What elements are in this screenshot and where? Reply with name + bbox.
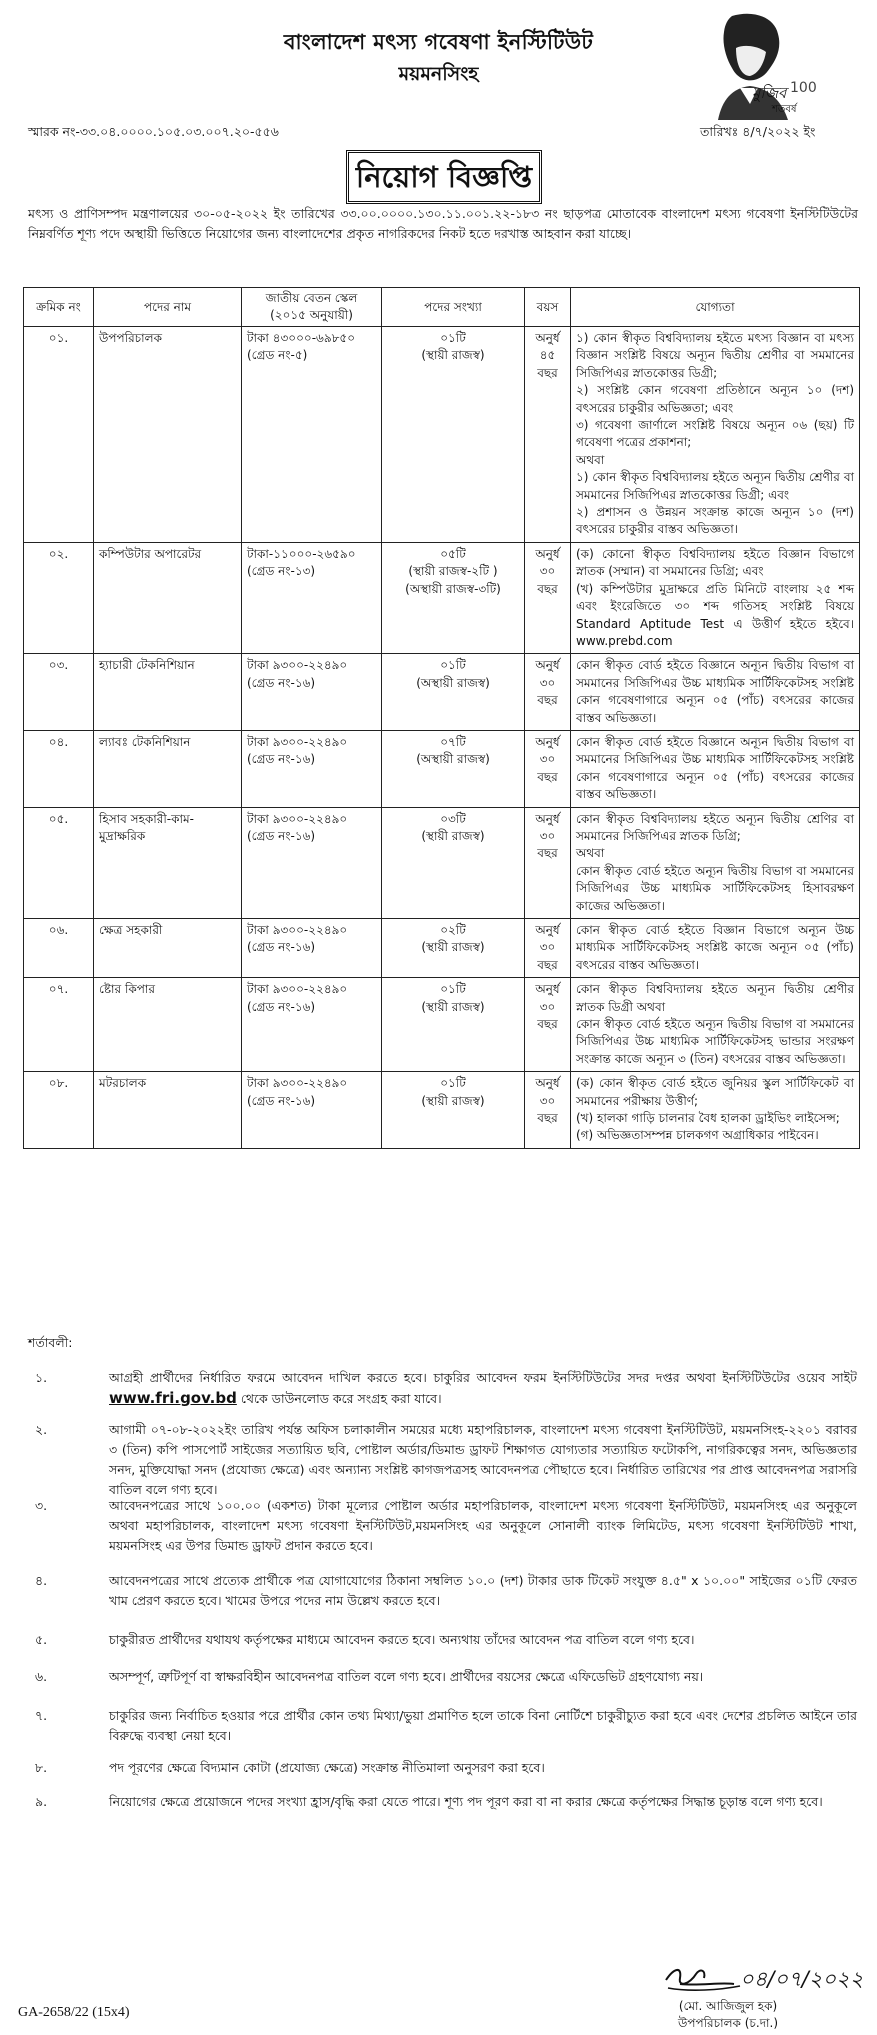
post-count: ০১টি bbox=[440, 1076, 466, 1091]
cell-post bbox=[94, 807, 242, 918]
header-count: পদের সংখ্যা bbox=[382, 288, 525, 327]
table-row bbox=[24, 807, 860, 918]
qualification-line: (ক) কোনো স্বীকৃত বিশ্ববিদ্যালয় হইতে বিজ্ঞান বিভাগে স্নাতক (সম্মান) বা সমমানের ডিগ্রি; এবং bbox=[576, 546, 854, 579]
cell-qualification bbox=[571, 978, 860, 1072]
qualification-line: ২) প্রশাসন ও উন্নয়ন সংক্রান্ত কাজে অন্যূন ১০ (দশ) বৎসরের চাকুরীর বাস্তব অভিজ্ঞতা। bbox=[576, 505, 854, 537]
cell-post bbox=[94, 654, 242, 731]
condition-text bbox=[109, 1630, 857, 1650]
pay-grade: (গ্রেড নং-১৩) bbox=[247, 564, 316, 579]
serial-number: ০৩. bbox=[48, 658, 69, 673]
serial-number: ০৬. bbox=[48, 923, 69, 937]
cell-post bbox=[94, 1072, 242, 1149]
svg-text:শতবর্ষ: শতবর্ষ bbox=[772, 104, 797, 115]
pay-grade: (গ্রেড নং-৫) bbox=[247, 348, 308, 363]
cell-serial bbox=[24, 730, 94, 807]
cell-qualification bbox=[571, 919, 860, 978]
table-row bbox=[24, 327, 860, 543]
post-count: ০১টি bbox=[440, 982, 466, 997]
pay-grade: (গ্রেড নং-১৬) bbox=[247, 940, 316, 955]
pay-scale: টাকা ৯৩০০-২২৪৯০ bbox=[247, 923, 348, 937]
cell-count bbox=[382, 1072, 525, 1149]
cell-count bbox=[382, 654, 525, 731]
mujib-centenary-logo bbox=[692, 8, 817, 120]
cell-post bbox=[94, 542, 242, 653]
cell-serial bbox=[24, 327, 94, 543]
cell-qualification bbox=[571, 730, 860, 807]
table-row bbox=[24, 978, 860, 1072]
post-count-note: (স্থায়ী রাজস্ব-২টি ) bbox=[408, 564, 498, 579]
condition-text-main: আগ্রহী প্রার্থীদের নির্ধারিত ফরমে আবেদন দাখিল করতে হবে। চাকুরির আবেদন ফরম ইনস্টিটিউটের সদর দপ্তর অথবা ইনস্টিটিউটের ওয়েব সাইট bbox=[109, 1370, 857, 1385]
cell-serial bbox=[24, 654, 94, 731]
condition-number: ৮. bbox=[35, 1760, 48, 1775]
cell-scale bbox=[242, 807, 382, 918]
cell-age bbox=[525, 1072, 571, 1149]
pay-scale: টাকা ৯৩০০-২২৪৯০ bbox=[247, 734, 348, 749]
post-name: ষ্টোর কিপার bbox=[99, 982, 156, 997]
post-count-note: (অস্থায়ী রাজস্ব) bbox=[416, 675, 490, 690]
signatory-designation: উপপরিচালক (চ.দা.) bbox=[677, 2016, 779, 2030]
post-count: ০১টি bbox=[440, 331, 466, 345]
condition-text bbox=[109, 1496, 857, 1556]
qualification-line: ১) কোন স্বীকৃত বিশ্ববিদ্যালয় হইতে মৎস্য বিজ্ঞান বা মৎস্য বিজ্ঞান সংশ্লিষ্ট বিষয়ে অন্যূন দ্বিতীয় শ্রেণীর বা সমমানের সিজিপিএর স্নাতকোত্তর ডিগ্রী; bbox=[576, 331, 854, 380]
condition-text bbox=[109, 1420, 857, 1500]
condition-text-main: নিয়োগের ক্ষেত্রে প্রয়োজনে পদের সংখ্যা হ্রাস/বৃদ্ধি করা যেতে পারে। শূণ্য পদ পূরণ করা বা না করার ক্ষেত্রে কর্তৃপক্ষের সিদ্ধান্ত চূড়ান্ত বলে গণ্য হবে। bbox=[109, 1794, 823, 1809]
signatory-name: (মো. আজিজুল হক) bbox=[678, 1999, 778, 2013]
age-limit: অনুর্ধ ৩০ বছর bbox=[535, 1076, 560, 1126]
serial-number: ০৭. bbox=[48, 982, 69, 997]
cell-scale bbox=[242, 327, 382, 543]
notice-date: তারিখঃ ৪/৭/২০২২ ইং bbox=[700, 124, 816, 139]
condition-text-main: আবেদনপত্রের সাথে প্রত্যেক প্রার্থীকে পত্র যোগাযোগের ঠিকানা সম্বলিত ১০.০ (দশ) টাকার ডাক টিকেট সংযুক্ত ৪.৫" x ১০.০০" সাইজের ০১টি ফেরত খাম প্রেরণ করতে হবে। খামের উপরে পদের নাম উল্লেখ করতে হবে। bbox=[109, 1573, 857, 1608]
condition-text bbox=[109, 1758, 857, 1778]
organization-city: ময়মনসিংহ bbox=[398, 63, 479, 85]
post-count-note: (স্থায়ী রাজস্ব) bbox=[421, 1093, 485, 1108]
age-limit: অনুর্ধ ৩০ বছর bbox=[535, 734, 560, 784]
post-count: ০৫টি bbox=[440, 546, 466, 561]
post-name: হিসাব সহকারী-কাম-মুদ্রাক্ষরিক bbox=[99, 811, 194, 843]
condition-text-after: থেকে ডাউনলোড করে সংগ্রহ করা যাবে। bbox=[240, 1391, 442, 1406]
condition-text bbox=[109, 1667, 857, 1687]
svg-text:মুজিব: মুজিব bbox=[752, 84, 787, 102]
age-limit: অনুর্ধ ৩০ বছর bbox=[535, 923, 560, 972]
condition-text-main: পদ পূরণের ক্ষেত্রে বিদ্যমান কোটা (প্রযোজ্য ক্ষেত্রে) সংক্রান্ত নীতিমালা অনুসরণ করা হবে। bbox=[109, 1760, 545, 1775]
pay-grade: (গ্রেড নং-১৬) bbox=[247, 828, 316, 843]
qualification-line: কোন স্বীকৃত বোর্ড হইতে অন্যূন দ্বিতীয় বিভাগ বা সমমানের সিজিপিএর উচ্চ মাধ্যমিক সার্টিফিকেটসহ হিসাবরক্ষণ কাজের অভিজ্ঞতা। bbox=[576, 863, 854, 913]
cell-serial bbox=[24, 919, 94, 978]
condition-number: ৩. bbox=[35, 1498, 48, 1513]
post-count-note: (স্থায়ী রাজস্ব) bbox=[421, 940, 485, 955]
qualification-line: ১) কোন স্বীকৃত বিশ্ববিদ্যালয় হইতে অন্যূন দ্বিতীয় শ্রেণীর বা সমমানের সিজিপিএর স্নাতকোত্তর ডিগ্রী; এবং bbox=[576, 470, 854, 502]
cell-qualification bbox=[571, 542, 860, 653]
header-post: পদের নাম bbox=[94, 288, 242, 327]
pay-scale: টাকা ৯৩০০-২২৪৯০ bbox=[247, 658, 348, 673]
condition-number: ৪. bbox=[35, 1573, 48, 1588]
table-header-row bbox=[24, 288, 860, 327]
cell-count bbox=[382, 730, 525, 807]
cell-age bbox=[525, 919, 571, 978]
notice-title: নিয়োগ বিজ্ঞপ্তি bbox=[346, 150, 542, 204]
pay-scale: টাকা ৯৩০০-২২৪৯০ bbox=[247, 1076, 348, 1091]
post-count: ০৭টি bbox=[440, 734, 466, 749]
cell-qualification bbox=[571, 654, 860, 731]
qualification-line: অথবা bbox=[576, 846, 605, 861]
vacancy-table bbox=[23, 287, 860, 1149]
table-row bbox=[24, 1072, 860, 1149]
cell-qualification bbox=[571, 807, 860, 918]
pay-grade: (গ্রেড নং-১৬) bbox=[247, 999, 316, 1014]
cell-serial bbox=[24, 807, 94, 918]
pay-grade: (গ্রেড নং-১৬) bbox=[247, 752, 316, 767]
pay-scale: টাকা ৯৩০০-২২৪৯০ bbox=[247, 811, 348, 826]
cell-post bbox=[94, 327, 242, 543]
cell-post bbox=[94, 919, 242, 978]
post-count: ০১টি bbox=[440, 658, 466, 673]
pay-scale: টাকা ৪৩০০০-৬৯৮৫০ bbox=[247, 331, 355, 345]
cell-age bbox=[525, 654, 571, 731]
qualification-line: (গ) অভিজ্ঞতাসম্পন্ন চালকগণ অগ্রাধিকার পাইবেন। bbox=[576, 1128, 819, 1143]
condition-text-main: অসম্পূর্ণ, ত্রুটিপূর্ণ বা স্বাক্ষরবিহীন আবেদনপত্র বাতিল বলে গণ্য হবে। প্রার্থীদের বয়সের ক্ষেত্রে এফিডেভিট গ্রহণযোগ্য নয়। bbox=[109, 1669, 704, 1684]
cell-scale bbox=[242, 1072, 382, 1149]
post-count-note-2: (অস্থায়ী রাজস্ব-৩টি) bbox=[405, 581, 501, 596]
post-name: হ্যাচারী টেকনিশিয়ান bbox=[99, 658, 195, 673]
condition-number: ১. bbox=[35, 1370, 48, 1385]
qualification-line: কোন স্বীকৃত বোর্ড হইতে বিজ্ঞানে অন্যূন দ্বিতীয় বিভাগ বা সমমানের সিজিপিএর উচ্চ মাধ্যমিক সার্টিফিকেটসহ সংশ্লিষ্ট কোন গবেষণাগারে অন্যূন ০৫ (পাঁচ) বৎসরের কাজের বাস্তব অভিজ্ঞতা। bbox=[576, 734, 854, 802]
header-qualification: যোগ্যতা bbox=[571, 288, 860, 327]
header-serial: ক্রমিক নং bbox=[24, 288, 94, 327]
serial-number: ০৫. bbox=[48, 811, 69, 826]
cell-scale bbox=[242, 542, 382, 653]
header-scale: জাতীয় বেতন স্কেল (২০১৫ অনুযায়ী) bbox=[242, 288, 382, 327]
qualification-line: কোন স্বীকৃত বোর্ড হইতে বিজ্ঞানে অন্যূন দ্বিতীয় বিভাগ বা সমমানের সিজিপিএর উচ্চ মাধ্যমিক সার্টিফিকেটসহ সংশ্লিষ্ট কোন গবেষণাগারে অন্যূন ০৫ (পাঁচ) বৎসরের কাজের বাস্তব অভিজ্ঞতা। bbox=[576, 658, 854, 725]
post-count-note: (স্থায়ী রাজস্ব) bbox=[421, 999, 485, 1014]
qualification-line: কোন স্বীকৃত বোর্ড হইতে অন্যূন দ্বিতীয় বিভাগ বা সমমানের সিজিপিএর উচ্চ মাধ্যমিক সার্টিফিকেটসহ ভান্ডার সংরক্ষণ সংক্রান্ত কাজে অন্যূন ৩ (তিন) বৎসরের বাস্তব অভিজ্ঞতা। bbox=[576, 1017, 854, 1066]
post-name: উপপরিচালক bbox=[99, 331, 162, 345]
qualification-line: (খ) কম্পিউটার মুদ্রাক্ষরে প্রতি মিনিটে বাংলায় ২৫ শব্দ এবং ইংরেজিতে ৩০ শব্দ গতিসহ সংশ্লিষ্ট বিষয়ে Standard Aptitude Test এ উত্তীর্ণ হইতে হইবে। www.prebd.com bbox=[576, 581, 854, 648]
cell-scale bbox=[242, 730, 382, 807]
condition-text bbox=[109, 1368, 857, 1409]
cell-serial bbox=[24, 542, 94, 653]
post-name: মটরচালক bbox=[99, 1076, 147, 1091]
intro-paragraph: মৎস্য ও প্রাণিসম্পদ মন্ত্রণালয়ের ৩০-০৫-২০২২ ইং তারিখের ৩৩.০০.০০০০.১৩০.১১.০০১.২২-১৮৩ নং ছাড়পত্র মোতাবেক বাংলাদেশ মৎস্য গবেষণা ইনস্টিটিউটের নিম্নবর্ণিত শূণ্য পদে অস্থায়ী ভিত্তিতে নিয়োগের জন্য বাংলাদেশের প্রকৃত নাগরিকদের নিকট হতে দরখাস্ত আহবান করা যাচ্ছে। bbox=[28, 206, 858, 241]
age-limit: অনুর্ধ ৪৫ বছর bbox=[535, 331, 560, 380]
qualification-line: কোন স্বীকৃত বিশ্ববিদ্যালয় হইতে অন্যূন দ্বিতীয় শ্রেণীর স্নাতক ডিগ্রী অথবা bbox=[576, 982, 854, 1014]
age-limit: অনুর্ধ ৩০ বছর bbox=[535, 546, 560, 596]
header-age: বয়স bbox=[525, 288, 571, 327]
cell-qualification bbox=[571, 1072, 860, 1149]
qualification-line: কোন স্বীকৃত বোর্ড হইতে বিজ্ঞান বিভাগে অন্যূন উচ্চ মাধ্যমিক সার্টিফিকেটসহ সংশ্লিষ্ট কাজে অন্যূন ০৫ (পাঁচ) বৎসরের বাস্তব অভিজ্ঞতা। bbox=[576, 923, 854, 972]
cell-scale bbox=[242, 919, 382, 978]
cell-age bbox=[525, 730, 571, 807]
condition-text bbox=[109, 1706, 857, 1746]
condition-number: ২. bbox=[35, 1422, 48, 1437]
qualification-line: (খ) হালকা গাড়ি চালনার বৈধ হালকা ড্রাইভিং লাইসেন্স; bbox=[576, 1111, 840, 1126]
table-row bbox=[24, 654, 860, 731]
qualification-line: অথবা bbox=[576, 452, 605, 467]
qualification-line: ২) সংশ্লিষ্ট কোন গবেষণা প্রতিষ্ঠানে অন্যূন ১০ (দশ) বৎসরের চাকুরীর অভিজ্ঞতা; এবং bbox=[576, 383, 854, 415]
post-count: ০২টি bbox=[440, 923, 466, 937]
condition-text bbox=[109, 1571, 857, 1611]
table-row bbox=[24, 542, 860, 653]
pay-grade: (গ্রেড নং-১৬) bbox=[247, 675, 316, 690]
condition-number: ৬. bbox=[35, 1669, 48, 1684]
pay-scale: টাকা ৯৩০০-২২৪৯০ bbox=[247, 982, 348, 997]
website-link[interactable]: www.fri.gov.bd bbox=[109, 1389, 237, 1407]
serial-number: ০২. bbox=[48, 546, 69, 561]
cell-post bbox=[94, 978, 242, 1072]
cell-age bbox=[525, 807, 571, 918]
cell-scale bbox=[242, 654, 382, 731]
cell-count bbox=[382, 807, 525, 918]
cell-count bbox=[382, 542, 525, 653]
condition-text-main: চাকুরীরত প্রার্থীদের যথাযথ কর্তৃপক্ষের মাধ্যমে আবেদন করতে হবে। অন্যথায় তাঁদের আবেদন পত্র বাতিল বলে গণ্য হবে। bbox=[109, 1632, 695, 1647]
cell-serial bbox=[24, 1072, 94, 1149]
post-count-note: (স্থায়ী রাজস্ব) bbox=[421, 348, 485, 363]
post-count-note: (অস্থায়ী রাজস্ব) bbox=[416, 752, 490, 767]
serial-number: ০৪. bbox=[48, 734, 69, 749]
conditions-heading: শর্তাবলী: bbox=[28, 1335, 73, 1350]
cell-age bbox=[525, 542, 571, 653]
qualification-line: কোন স্বীকৃত বিশ্ববিদ্যালয় হইতে অন্যূন দ্বিতীয় শ্রেণির বা সমমানের সিজিপিএর স্নাতক ডিগ্রি; bbox=[576, 811, 854, 843]
age-limit: অনুর্ধ ৩০ বছর bbox=[535, 982, 560, 1032]
serial-number: ০১. bbox=[48, 331, 69, 345]
svg-text:০৪/০৭/২০২২: ০৪/০৭/২০২২ bbox=[740, 1967, 864, 1991]
cell-scale bbox=[242, 978, 382, 1072]
cell-count bbox=[382, 978, 525, 1072]
organization-name: বাংলাদেশ মৎস্য গবেষণা ইনস্টিটিউট bbox=[283, 30, 594, 54]
pay-scale: টাকা-১১০০০-২৬৫৯০ bbox=[247, 546, 356, 561]
condition-number: ৫. bbox=[35, 1632, 48, 1647]
post-name: ল্যাবঃ টেকনিশিয়ান bbox=[99, 734, 191, 749]
cell-post bbox=[94, 730, 242, 807]
condition-number: ৭. bbox=[35, 1708, 48, 1723]
table-row bbox=[24, 919, 860, 978]
pay-grade: (গ্রেড নং-১৬) bbox=[247, 1093, 316, 1108]
post-name: ক্ষেত্র সহকারী bbox=[99, 923, 163, 937]
serial-number: ০৮. bbox=[48, 1076, 69, 1091]
condition-number: ৯. bbox=[35, 1794, 48, 1809]
condition-text-main: আগামী ০৭-০৮-২০২২ইং তারিখ পর্যন্ত অফিস চলাকালীন সময়ের মধ্যে মহাপরিচালক, বাংলাদেশ মৎস্য গবেষণা ইনস্টিটিউট, ময়মনসিংহ-২২০১ বরাবর ৩ (তিন) কপি পাসপোর্ট সাইজের সত্যায়িত ছবি, পোষ্টাল অর্ডার/ডিমান্ড ড্রাফট শিক্ষাগত যোগ্যতার সত্যায়িত ফটোকপি, নাগরিকত্বের সনদ, অভিজ্ঞতার সনদ, মুক্তিযোদ্ধা সনদ (প্রযোজ্য ক্ষেত্রে) এবং অন্যান্য সংশ্লিষ্ট কাগজপত্রসহ আবেদনপত্র পৌছাতে হবে। নির্ধারিত তারিখের পর প্রাপ্ত আবেদনপত্র সরাসরি বাতিল বলে গণ্য হবে। bbox=[109, 1422, 857, 1497]
post-name: কম্পিউটার অপারেটর bbox=[99, 546, 202, 561]
table-row bbox=[24, 730, 860, 807]
condition-text-main: চাকুরির জন্য নির্বাচিত হওয়ার পরে প্রার্থীর কোন তথ্য মিথ্যা/ভুয়া প্রমাণিত হলে তাকে বিনা নোর্টিশে চাকুরীচ্যুত করা হবে এবং দেশের প্রচলিত আইনে তার বিরুদ্ধে ব্যবস্থা নেয়া হবে। bbox=[109, 1708, 857, 1743]
post-count: ০৩টি bbox=[440, 811, 466, 826]
handwritten-signature bbox=[660, 1950, 864, 2000]
condition-text-main: আবেদনপত্রের সাথে ১০০.০০ (একশত) টাকা মূল্যের পোষ্টাল অর্ডার মহাপরিচালক, বাংলাদেশ মৎস্য গবেষণা ইনস্টিটিউট, ময়মনসিংহ এর অনুকূলে অথবা মহাপরিচালক, বাংলাদেশ মৎস্য গবেষণা ইনস্টিটিউট,ময়মনসিংহ এর অনুকূলে সোনালী ব্যাংক লিমিটেড, মৎস্য গবেষণা ইনস্টিটিউট শাখা, ময়মনসিংহ এর উপর ডিমান্ড ড্রাফট প্রদান করতে হবে। bbox=[109, 1498, 857, 1553]
qualification-line: ৩) গবেষণা জার্ণালে সংশ্লিষ্ট বিষয়ে অন্যূন ০৬ (ছয়) টি গবেষণা পত্রের প্রকাশনা; bbox=[576, 418, 854, 450]
svg-text:100: 100 bbox=[790, 80, 817, 96]
qualification-line: (ক) কোন স্বীকৃত বোর্ড হইতে জুনিয়র স্কুল সার্টিফিকেট বা সমমানের পরীক্ষায় উত্তীর্ণ; bbox=[576, 1076, 854, 1108]
age-limit: অনুর্ধ ৩০ বছর bbox=[535, 658, 560, 708]
ga-code: GA-2658/22 (15x4) bbox=[18, 2005, 130, 2020]
cell-age bbox=[525, 978, 571, 1072]
age-limit: অনুর্ধ ৩০ বছর bbox=[535, 811, 560, 861]
cell-serial bbox=[24, 978, 94, 1072]
memo-reference: স্মারক নং-৩৩.০৪.০০০০.১০৫.০৩.০০৭.২০-৫৫৬ bbox=[28, 124, 279, 139]
cell-age bbox=[525, 327, 571, 543]
cell-count bbox=[382, 327, 525, 543]
post-count-note: (স্থায়ী রাজস্ব) bbox=[421, 828, 485, 843]
cell-qualification bbox=[571, 327, 860, 543]
condition-text bbox=[109, 1792, 857, 1812]
cell-count bbox=[382, 919, 525, 978]
